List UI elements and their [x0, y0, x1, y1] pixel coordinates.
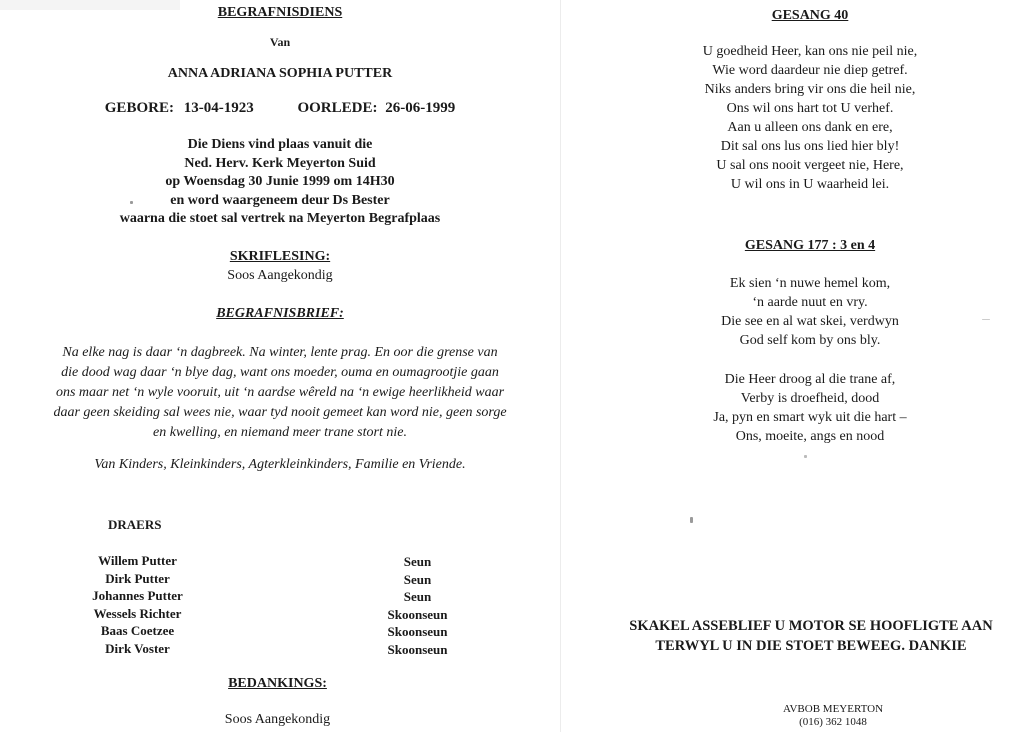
- hymn-line: Ja, pyn en smart wyk uit die hart –: [713, 410, 907, 425]
- bearer-name: Baas Coetzee: [100, 623, 175, 638]
- letter-signoff: Van Kinders, Kleinkinders, Agterkleinkinders, Familie en Vriende.: [94, 457, 466, 472]
- page-divider: [560, 0, 561, 732]
- thanks-title: BEDANKINGS:: [228, 676, 327, 691]
- hymn-line: U wil ons in U waarheid lei.: [730, 177, 890, 192]
- letter-line: ons maar net ‘n wyle vooruit, uit ‘n aardse wêreld na ‘n ewige heerlikheid waar: [55, 385, 505, 400]
- hymn-line: Ons, moeite, angs en nood: [735, 429, 885, 444]
- deceased-name: ANNA ADRIANA SOPHIA PUTTER: [167, 66, 393, 81]
- bearer-relation: Seun: [403, 554, 432, 569]
- hymn2-title: GESANG 177 : 3 en 4: [744, 238, 876, 253]
- died-date: 26-06-1999: [385, 100, 456, 116]
- hymn-line: Wie word daardeur nie diep getref.: [712, 63, 908, 78]
- hymn-line: U goedheid Heer, kan ons nie peil nie,: [702, 44, 918, 59]
- hymn1-verse: [590, 42, 1024, 194]
- letter-line: Na elke nag is daar ‘n dagbreek. Na winter, lente prag. En oor die grense van: [62, 345, 498, 360]
- headlights-notice: [596, 616, 1024, 656]
- hymn-line: Ons wil ons hart tot U verhef.: [726, 101, 894, 116]
- hymn-line: Die see en al wat skei, verdwyn: [721, 314, 899, 329]
- bearer-name: Johannes Putter: [92, 588, 183, 603]
- died-label: OORLEDE:: [297, 100, 378, 116]
- bearer-names: [60, 552, 215, 657]
- notice-line: SKAKEL ASSEBLIEF U MOTOR SE HOOFLIGTE AAN: [629, 618, 993, 634]
- service-line: en word waargeneem deur Ds Bester: [170, 192, 390, 208]
- hymn2-stanza-1: [590, 274, 1024, 350]
- thanks-text: Soos Aangekondig: [224, 712, 331, 727]
- bearers-title: DRAERS: [108, 517, 162, 532]
- hymn1-title: GESANG 40: [771, 8, 849, 23]
- hymn-line: Aan u alleen ons dank en ere,: [727, 120, 893, 135]
- bearer-relation: Seun: [403, 589, 432, 604]
- bearer-name: Willem Putter: [98, 553, 177, 568]
- funeral-home-phone: (016) 362 1048: [799, 716, 867, 728]
- scan-speck: [690, 517, 693, 523]
- service-line: Ned. Herv. Kerk Meyerton Suid: [184, 155, 376, 171]
- bearer-relation: Skoonseun: [387, 624, 448, 639]
- hymn-line: Ek sien ‘n nuwe hemel kom,: [729, 276, 891, 291]
- van-label: Van: [269, 35, 291, 49]
- hymn-line: ‘n aarde nuut en vry.: [752, 295, 868, 310]
- service-line: Die Diens vind plaas vanuit die: [187, 137, 373, 152]
- service-details: [0, 136, 560, 229]
- hymn-line: Niks anders bring vir ons die heil nie,: [704, 82, 916, 97]
- letter-title: BEGRAFNISBRIEF:: [216, 306, 344, 321]
- notice-line: TERWYL U IN DIE STOET BEWEEG. DANKIE: [655, 638, 967, 654]
- hymn2-stanza-2: [590, 370, 1024, 446]
- dates-row: [0, 100, 560, 117]
- born-label: GEBORE:: [104, 100, 174, 116]
- hymn-line: Dit sal ons lus ons lied hier bly!: [720, 139, 900, 154]
- letter-line: daar geen skeiding sal wees nie, waar tyd nooit gemeet kan word nie, geen sorge: [53, 405, 507, 420]
- bearer-name: Dirk Putter: [105, 570, 170, 586]
- reading-title: SKRIFLESING:: [229, 249, 331, 264]
- bearer-relation: Seun: [403, 571, 432, 587]
- bearer-name: Wessels Richter: [93, 605, 182, 621]
- hymn-line: Die Heer droog al die trane af,: [724, 372, 896, 387]
- hymn-line: U sal ons nooit vergeet nie, Here,: [716, 158, 904, 173]
- service-line: op Woensdag 30 Junie 1999 om 14H30: [165, 174, 395, 189]
- scan-speck: [130, 201, 133, 204]
- bearer-relation: Skoonseun: [387, 641, 448, 657]
- letter-body: [0, 343, 560, 443]
- bearer-name: Dirk Voster: [105, 640, 170, 656]
- scan-speck: [982, 319, 990, 320]
- funeral-home-footer: [590, 703, 1024, 729]
- right-page: [590, 0, 1024, 732]
- scan-speck: [804, 455, 807, 458]
- letter-line: die dood wag daar ‘n blye dag, want ons moeder, ouma en oumagrootjie gaan: [61, 365, 499, 380]
- bearer-relation: Skoonseun: [387, 606, 448, 622]
- funeral-home-name: AVBOB MEYERTON: [782, 703, 884, 715]
- letter-line: en kwelling, en niemand meer trane stort nie.: [153, 425, 407, 440]
- reading-text: Soos Aangekondig: [227, 268, 333, 283]
- hymn-line: God self kom by ons bly.: [739, 333, 881, 348]
- hymn-line: Verby is droefheid, dood: [740, 391, 880, 406]
- bearer-relations: [370, 553, 465, 658]
- born-date: 13-04-1923: [183, 100, 254, 116]
- service-title: BEGRAFNISDIENS: [217, 5, 343, 20]
- service-line: waarna die stoet sal vertrek na Meyerton Begrafplaas: [119, 211, 441, 226]
